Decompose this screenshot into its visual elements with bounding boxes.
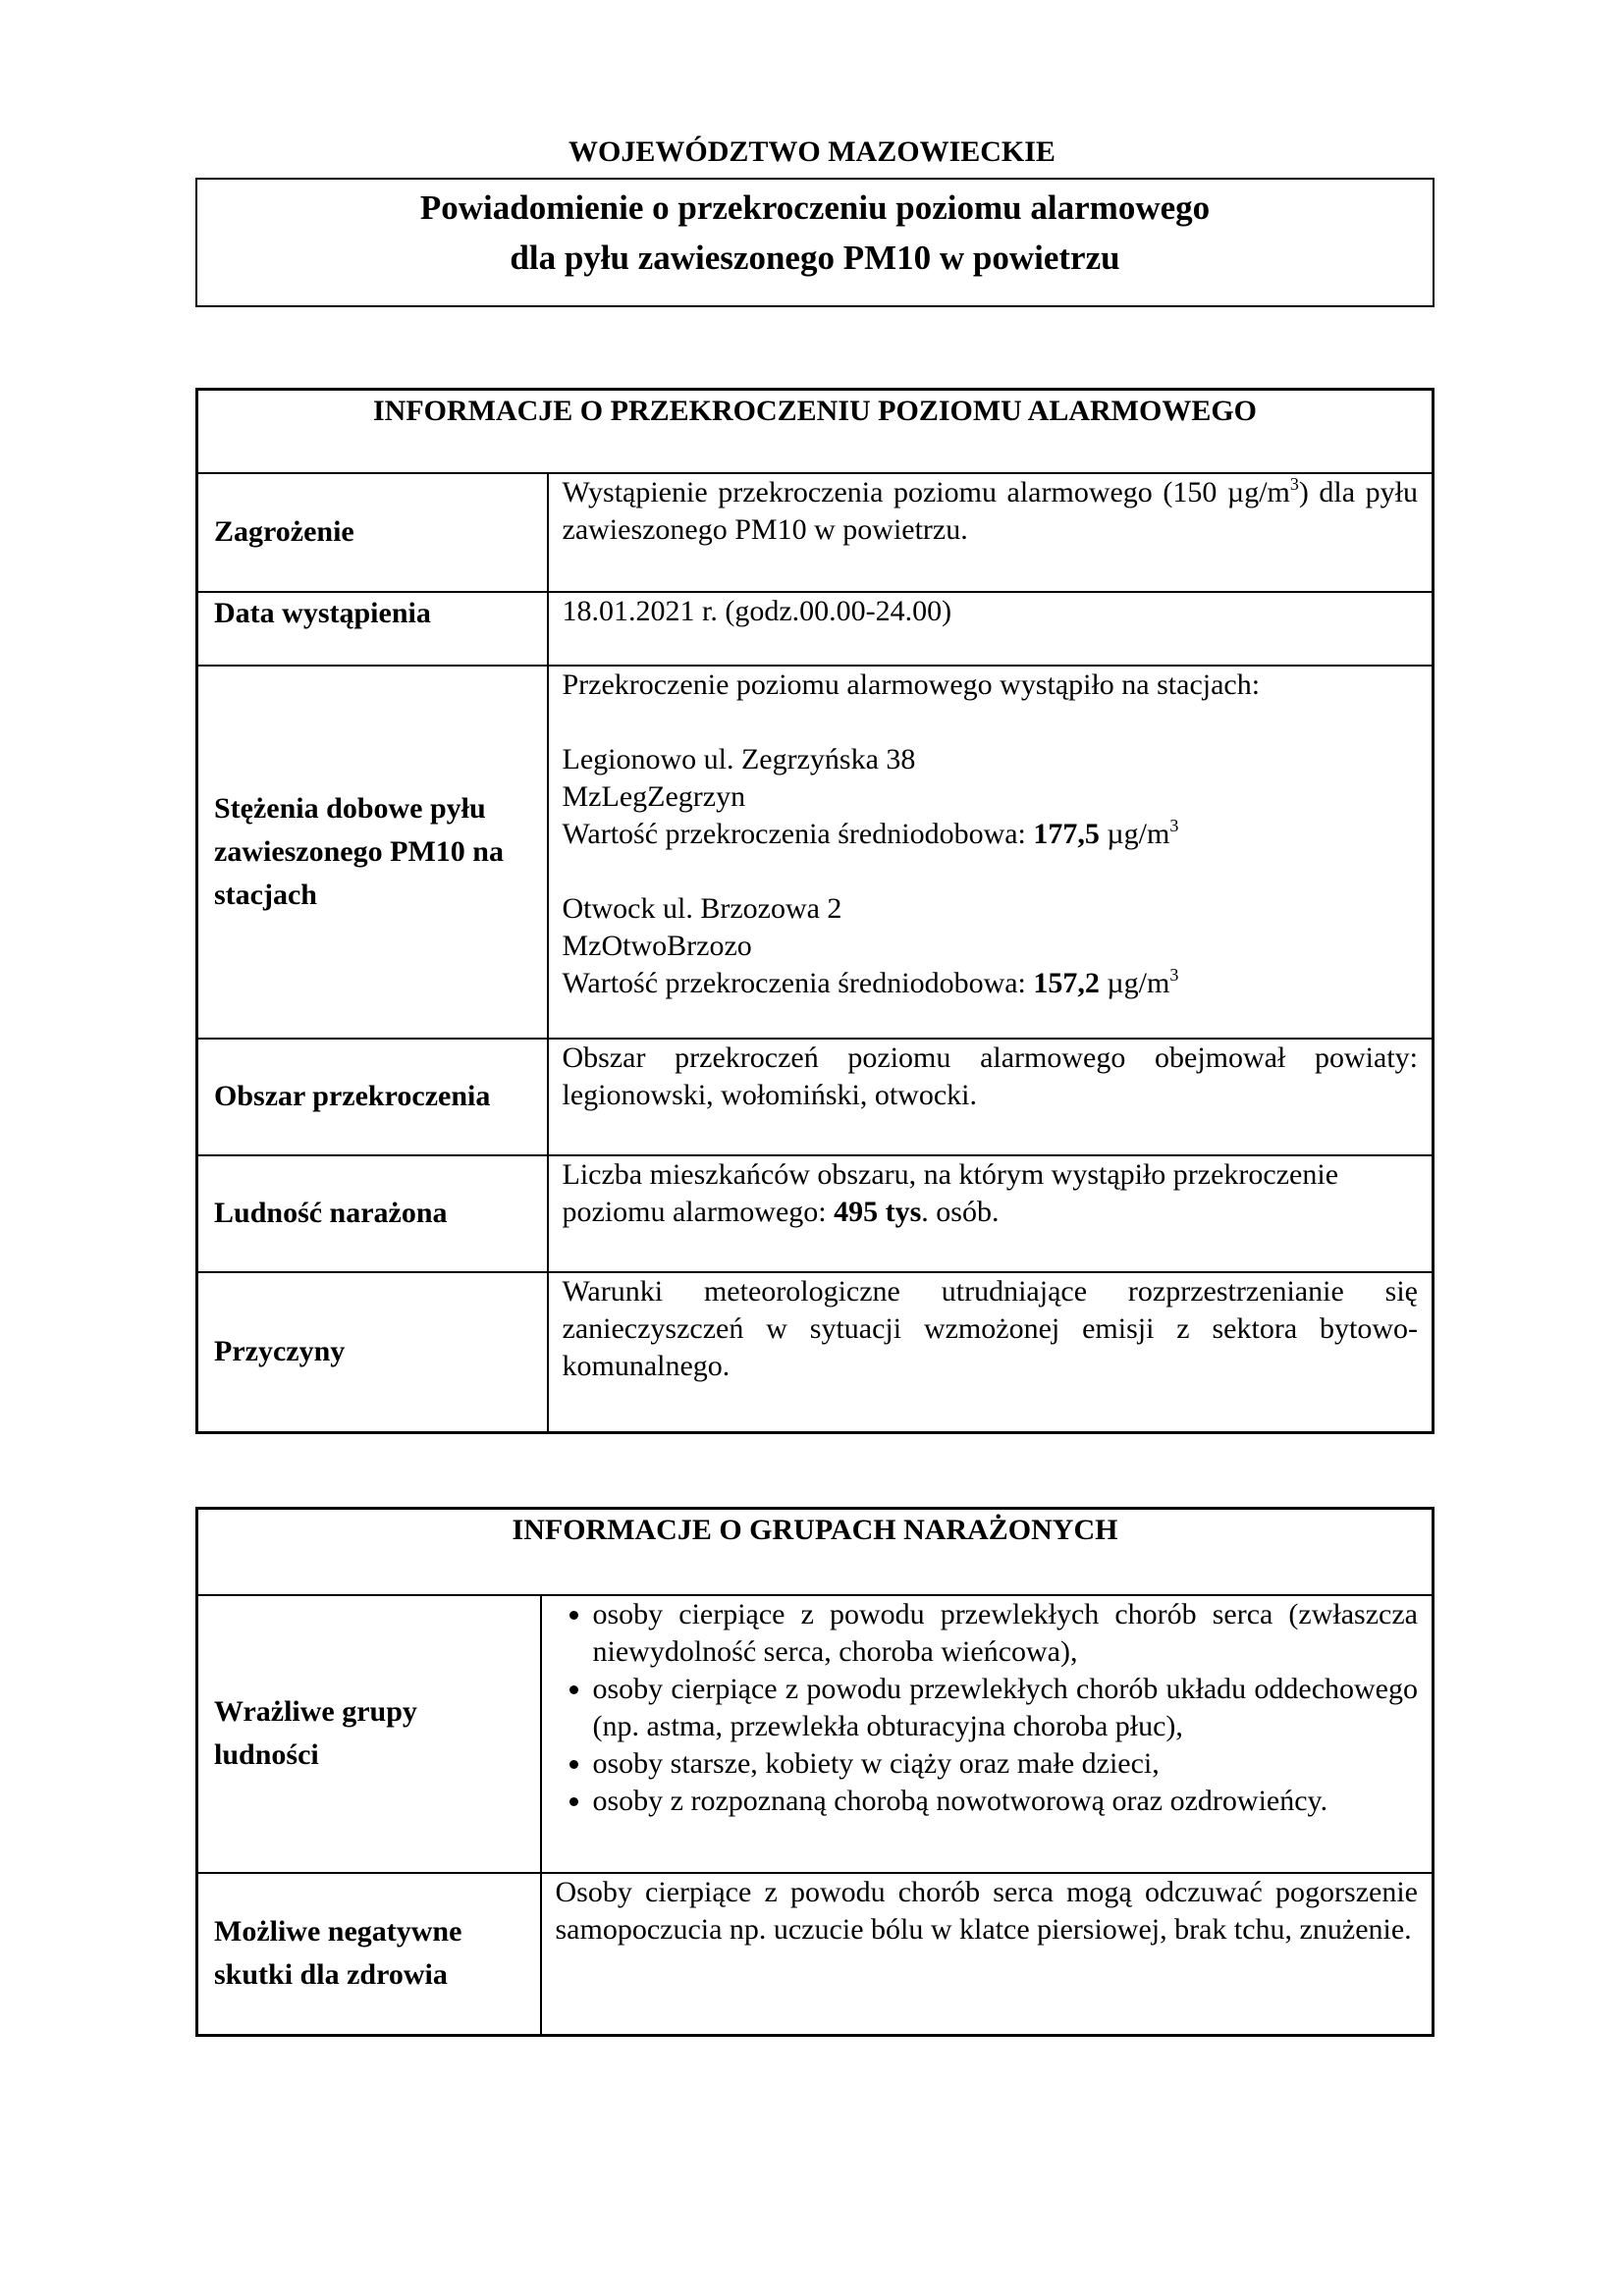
section-header: INFORMACJE O GRUPACH NARAŻONYCH [197,1509,1434,1595]
exposed-groups-table [195,1507,1435,2037]
row-value-area: Obszar przekroczeń poziomu alarmowego obejmował powiaty: legionowski, wołomiński, otwocki. [548,1039,1434,1155]
station-value: 157,2 [1033,966,1100,999]
list-item: • osoby z rozpoznaną chorobą nowotworową oraz ozdrowieńcy. [593,1783,1419,1820]
row-value-concentrations [548,666,1434,1039]
station-name: Legionowo ul. Zegrzyńska 38 [562,742,916,775]
stations-intro: Przekroczenie poziomu alarmowego wystąpiło na stacjach: [562,667,1261,701]
exceedance-info-table [195,388,1435,1434]
row-value-causes: Warunki meteorologiczne utrudniające rozprzestrzenianie się zanieczyszczeń w sytuacji wzmożonej emisji z sektora bytowo-komunalnego. [548,1272,1434,1433]
table-row-population [197,1155,1434,1272]
row-label-causes: Przyczyny [197,1272,548,1433]
section-header: INFORMACJE O PRZEKROCZENIU POZIOMU ALARMOWEGO [197,390,1434,473]
row-label-population: Ludność narażona [197,1155,548,1272]
row-label-sensitive-groups: Wrażliwe grupy ludności [197,1595,541,1873]
row-value-threat: Wystąpienie przekroczenia poziomu alarmowego (150 $\mu g/m^3$) dla pyłu zawieszonego PM10 w powietrzu. [548,473,1434,592]
row-label-concentrations: Stężenia dobowe pyłu zawieszonego PM10 na stacjach [197,666,548,1039]
region-heading: WOJEWÓDZTWO MAZOWIECKIE [568,135,1056,168]
table-row-threat [197,473,1434,592]
table-header-row [197,1509,1434,1595]
row-value-health-effects: Osoby cierpiące z powodu chorób serca mogą odczuwać pogorszenie samopoczucia np. uczucie bólu w klatce piersiowej, brak tchu, znużenie. [541,1873,1434,2036]
table-row-sensitive-groups [197,1595,1434,1873]
table-row-date [197,592,1434,666]
list-item: • osoby cierpiące z powodu przewlekłych chorób serca (zwłaszcza niewydolność serca, choroba wieńcowa), [593,1596,1419,1671]
table-row-concentrations [197,666,1434,1039]
row-label-date: Data wystąpienia [197,592,548,666]
document-title-line-1: Powiadomienie o przekroczeniu poziomu alarmowego [419,188,1211,227]
row-value-date: 18.01.2021 r. (godz.00.00-24.00) [548,592,1434,666]
table-header-row [197,390,1434,473]
station-name: Otwock ul. Brzozowa 2 [562,891,842,925]
row-label-threat: Zagrożenie [197,473,548,592]
list-item: • osoby cierpiące z powodu przewlekłych chorób układu oddechowego (np. astma, przewlekła obturacyjna choroba płuc), [593,1671,1419,1745]
station-code: MzLegZegrzyn [562,779,746,813]
table-row-causes [197,1272,1434,1433]
row-value-population: Liczba mieszkańców obszaru, na którym wystąpiło przekroczenie poziomu alarmowego: 495 tys. osób. [548,1155,1434,1272]
table-row-area [197,1039,1434,1155]
document-title-line-2: dla pyłu zawieszonego PM10 w powietrzu [510,239,1120,277]
sensitive-groups-list [556,1596,1419,1820]
station-value-line: Wartość przekroczenia średniodobowa: 157,2 $\mu g/m^3$ [562,964,1179,999]
list-item: • osoby starsze, kobiety w ciąży oraz małe dzieci, [593,1745,1419,1783]
station-value-line: Wartość przekroczenia średniodobowa: 177,5 $\mu g/m^3$ [562,815,1179,850]
station-code: MzOtwoBrzozo [562,929,752,962]
row-label-health-effects: Możliwe negatywne skutki dla zdrowia [197,1873,541,2036]
row-label-area: Obszar przekroczenia [197,1039,548,1155]
document-title-box [195,178,1435,307]
row-value-sensitive-groups [541,1595,1434,1873]
table-row-health-effects [197,1873,1434,2036]
station-value: 177,5 [1033,817,1100,850]
